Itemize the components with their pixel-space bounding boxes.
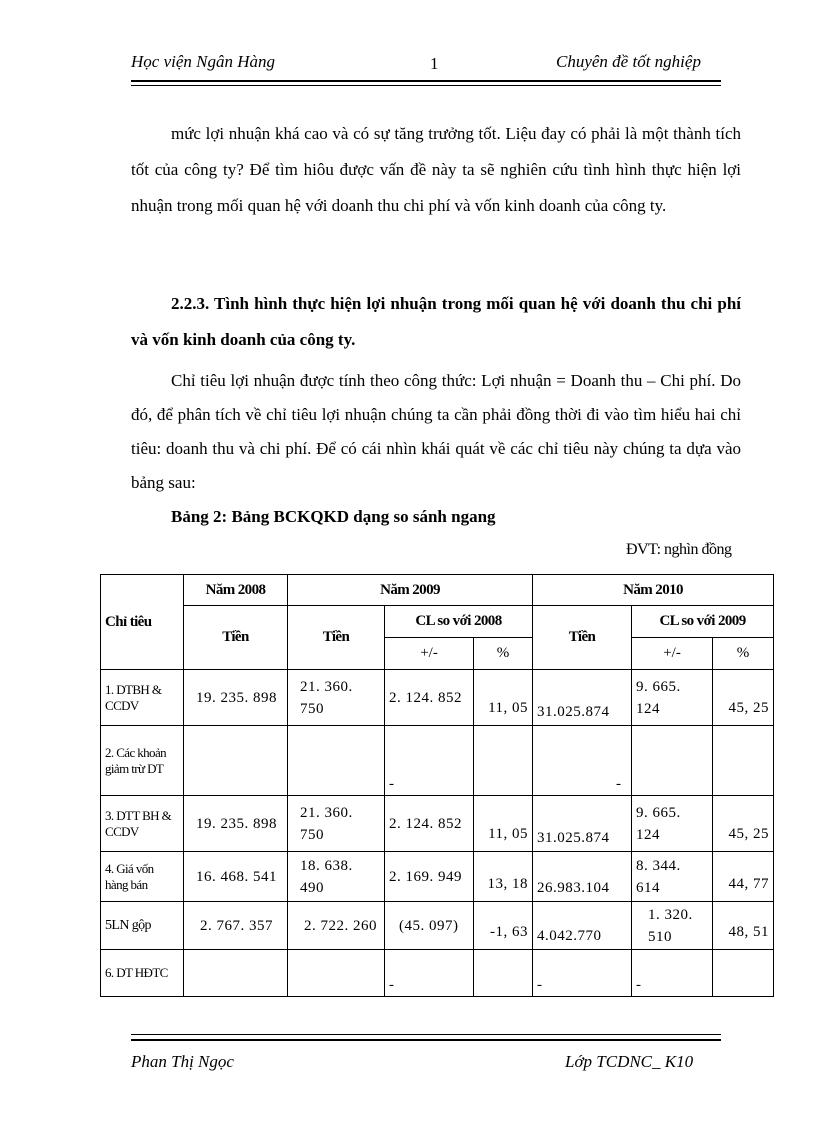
table-row bbox=[101, 902, 774, 950]
unit-label: ĐVT: nghìn đồng bbox=[626, 541, 732, 558]
header-document-type: Chuyên đề tốt nghiệp bbox=[556, 52, 701, 71]
diff-pct-2009: 11, 05 bbox=[474, 670, 533, 726]
header-year-2008: Năm 2008 bbox=[184, 575, 288, 606]
diff-abs-2009: 2. 169. 949 bbox=[385, 852, 474, 902]
table-header-row-2 bbox=[101, 606, 774, 638]
diff-pct-2009 bbox=[474, 726, 533, 796]
value-2008 bbox=[184, 950, 288, 997]
footer-author: Phan Thị Ngọc bbox=[131, 1052, 234, 1071]
value-2009: 18. 638. 490 bbox=[288, 852, 385, 902]
diff-pct-2009: -1, 63 bbox=[474, 902, 533, 950]
header-diff-vs-2008: CL so với 2008 bbox=[385, 606, 533, 638]
table-row bbox=[101, 796, 774, 852]
header-money-2009: Tiền bbox=[288, 606, 385, 670]
diff-pct-2009 bbox=[474, 950, 533, 997]
value-2008: 16. 468. 541 bbox=[184, 852, 288, 902]
diff-abs-2010: - bbox=[632, 950, 713, 997]
diff-pct-2010: 45, 25 bbox=[713, 670, 774, 726]
diff-abs-2010: 1. 320. 510 bbox=[632, 902, 713, 950]
header-year-2010: Năm 2010 bbox=[533, 575, 774, 606]
header-rule-bottom bbox=[131, 85, 721, 86]
page-number: 1 bbox=[430, 54, 439, 73]
value-2010: 26.983.104 bbox=[533, 852, 632, 902]
header-plus-minus-2009: +/- bbox=[385, 638, 474, 670]
header-institution: Học viện Ngân Hàng bbox=[131, 52, 276, 71]
value-2008 bbox=[184, 726, 288, 796]
value-2010: - bbox=[533, 950, 632, 997]
diff-pct-2010: 48, 51 bbox=[713, 902, 774, 950]
value-2008: 19. 235. 898 bbox=[184, 796, 288, 852]
footer-rule-bottom bbox=[131, 1039, 721, 1041]
header-money-2010: Tiền bbox=[533, 606, 632, 670]
header-rule-top bbox=[131, 80, 721, 82]
header-plus-minus-2010: +/- bbox=[632, 638, 713, 670]
header-percent-2010: % bbox=[713, 638, 774, 670]
diff-abs-2010: 9. 665. 124 bbox=[632, 670, 713, 726]
value-2009 bbox=[288, 726, 385, 796]
diff-pct-2010: 45, 25 bbox=[713, 796, 774, 852]
value-2009: 21. 360. 750 bbox=[288, 796, 385, 852]
header-indicator: Chỉ tiêu bbox=[101, 575, 184, 670]
value-2009: 2. 722. 260 bbox=[288, 902, 385, 950]
value-2008: 19. 235. 898 bbox=[184, 670, 288, 726]
row-label: 6. DT HĐTC bbox=[101, 950, 184, 997]
header-money-2008: Tiền bbox=[184, 606, 288, 670]
row-label: 4. Giá vốn hàng bán bbox=[101, 852, 184, 902]
value-2010: - bbox=[533, 726, 632, 796]
body-paragraph-2: Chỉ tiêu lợi nhuận được tính theo công thức: Lợi nhuận = Doanh thu – Chi phí. Do đó, để phân tích về chỉ tiêu lợi nhuận chúng ta cần phải đồng thời đi vào tìm hiểu hai chỉ tiêu: doanh thu và chi phí. Để có cái nhìn khái quát về các chỉ tiêu này chúng ta dựa vào bảng sau: bbox=[131, 371, 741, 492]
diff-pct-2009: 13, 18 bbox=[474, 852, 533, 902]
header-diff-vs-2009: CL so với 2009 bbox=[632, 606, 774, 638]
diff-abs-2009: 2. 124. 852 bbox=[385, 670, 474, 726]
diff-abs-2009: - bbox=[385, 726, 474, 796]
table-row bbox=[101, 726, 774, 796]
body-paragraph-1: mức lợi nhuận khá cao và có sự tăng trưởng tốt. Liệu đay có phải là một thành tích tốt của công ty? Để tìm hiôu được vấn đề này ta sẽ nghiên cứu tình hình thực hiện lợi nhuận trong mối quan hệ với doanh thu chi phí và vốn kinh doanh của công ty. bbox=[131, 124, 741, 215]
table-row bbox=[101, 852, 774, 902]
diff-pct-2010: 44, 77 bbox=[713, 852, 774, 902]
table-row bbox=[101, 670, 774, 726]
value-2008: 2. 767. 357 bbox=[184, 902, 288, 950]
header-year-2009: Năm 2009 bbox=[288, 575, 533, 606]
value-2010: 31.025.874 bbox=[533, 796, 632, 852]
diff-abs-2009: 2. 124. 852 bbox=[385, 796, 474, 852]
value-2010: 31.025.874 bbox=[533, 670, 632, 726]
diff-pct-2010 bbox=[713, 950, 774, 997]
diff-abs-2010: 9. 665. 124 bbox=[632, 796, 713, 852]
row-label: 5LN gộp bbox=[101, 902, 184, 950]
diff-pct-2010 bbox=[713, 726, 774, 796]
row-label: 2. Các khoản giảm trừ DT bbox=[101, 726, 184, 796]
table-caption: Bảng 2: Bảng BCKQKD dạng so sánh ngang bbox=[171, 507, 496, 526]
section-heading: 2.2.3. Tình hình thực hiện lợi nhuận trong mối quan hệ với doanh thu chi phí và vốn kinh doanh của công ty. bbox=[131, 294, 741, 349]
row-label: 1. DTBH & CCDV bbox=[101, 670, 184, 726]
footer-class: Lớp TCDNC_ K10 bbox=[565, 1052, 694, 1071]
value-2010: 4.042.770 bbox=[533, 902, 632, 950]
diff-abs-2010 bbox=[632, 726, 713, 796]
diff-abs-2010: 8. 344. 614 bbox=[632, 852, 713, 902]
diff-pct-2009: 11, 05 bbox=[474, 796, 533, 852]
value-2009: 21. 360. 750 bbox=[288, 670, 385, 726]
table-row bbox=[101, 950, 774, 997]
header-percent-2009: % bbox=[474, 638, 533, 670]
footer-rule-top bbox=[131, 1034, 721, 1035]
comparison-table bbox=[100, 574, 774, 997]
table-header-row-1 bbox=[101, 575, 774, 606]
row-label: 3. DTT BH & CCDV bbox=[101, 796, 184, 852]
diff-abs-2009: (45. 097) bbox=[385, 902, 474, 950]
diff-abs-2009: - bbox=[385, 950, 474, 997]
value-2009 bbox=[288, 950, 385, 997]
